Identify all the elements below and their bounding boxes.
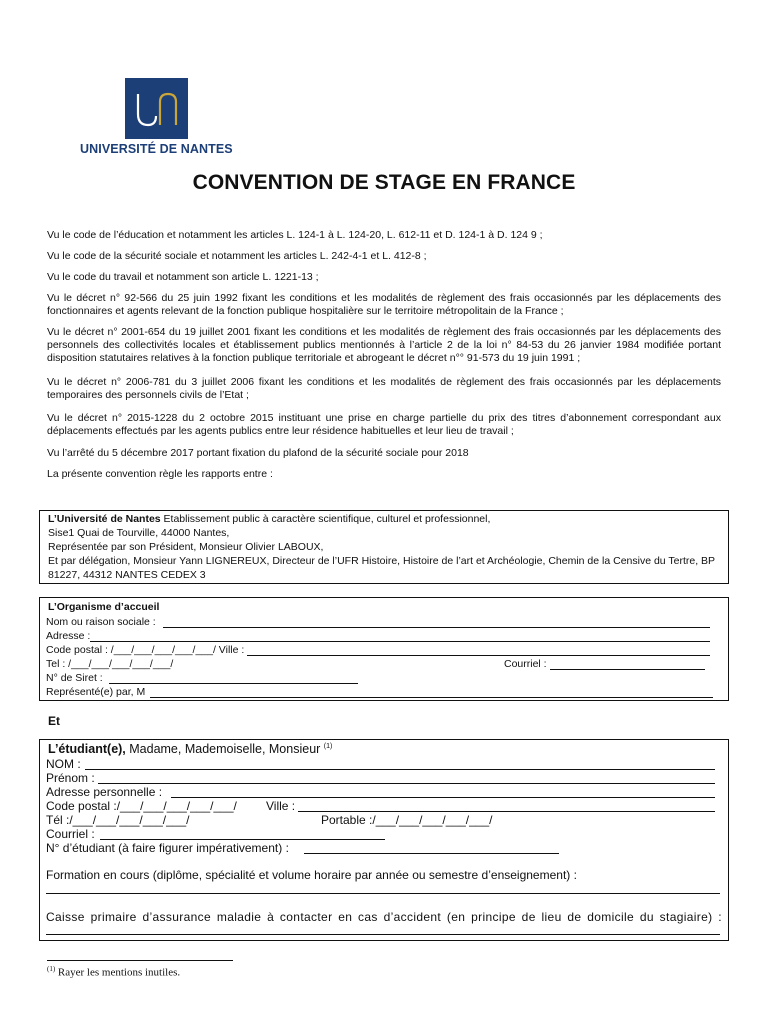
etudiant-ville-label: Ville : [266,799,296,813]
organisme-rep-label: Représenté(e) par, M [46,686,146,698]
footnote-text: Rayer les mentions inutiles. [55,966,181,979]
organisme-section [39,597,729,701]
universite-line [48,513,490,525]
logo-emblem [125,78,188,139]
organisme-courriel-field[interactable] [550,669,705,670]
etudiant-tel-label: Tél :/___/___/___/___/___/ [46,813,190,827]
universite-representative: Représentée par son Président, Monsieur Olivier LABOUX, [48,541,324,553]
etudiant-courriel-label: Courriel : [46,827,95,841]
organisme-heading: L’Organisme d’accueil [48,601,160,613]
organisme-code-postal-label: Code postal : /___/___/___/___/___/ Ville : [46,644,245,656]
organisme-adresse-field[interactable] [90,641,710,642]
etudiant-prenom-label: Prénom : [46,771,95,785]
footnote-ref: (1) [323,742,333,750]
vu-paragraph: Vu le décret n° 2015-1228 du 2 octobre 2015 instituant une prise en charge partielle du prix des titres d’abonnement correspondant aux déplacements effectués par les agents publics entre leur résidence habituelles et leur lieu de travail ; [47,412,721,437]
logo-un-mark [125,78,188,139]
organisme-siret-field[interactable] [109,683,358,684]
vu-paragraph: Vu le code de la sécurité sociale et notamment les articles L. 242-4-1 et L. 412-8 ; [47,250,427,262]
universite-delegation: Et par délégation, Monsieur Yann LIGNEREUX, Directeur de l’UFR Histoire, Histoire de l’art et Archéologie, Chemin de la Censive du Tertre, BP [48,555,716,567]
etudiant-nom-label: NOM : [46,757,81,771]
etudiant-formation-label: Formation en cours (diplôme, spécialité et volume horaire par année ou semestre d’enseignement) : [46,868,577,882]
etudiant-courriel-field[interactable] [100,839,385,840]
etudiant-prenom-field[interactable] [98,783,715,784]
organisme-adresse-label: Adresse : [46,630,91,642]
logo-text: UNIVERSITÉ DE NANTES [80,142,233,156]
organisme-tel-label: Tel : /___/___/___/___/___/ [46,658,174,670]
universite-section [39,510,729,584]
etudiant-caisse-label: Caisse primaire d’assurance maladie à contacter en cas d’accident (en principe de lieu de domicile du stagiaire) : [46,910,722,924]
organisme-rep-field[interactable] [150,697,713,698]
universite-heading: L’Université de Nantes [48,513,161,525]
footnote-mark: (1) [47,965,56,973]
et-label: Et [48,714,60,728]
etudiant-numero-field[interactable] [304,853,559,854]
etudiant-heading-line [48,742,332,756]
etudiant-heading: L’étudiant(e), [48,742,126,756]
etudiant-section [39,739,729,941]
etudiant-portable-label: Portable :/___/___/___/___/___/ [321,813,493,827]
vu-paragraph: Vu l’arrêté du 5 décembre 2017 portant fixation du plafond de la sécurité sociale pour 2018 [47,447,469,459]
vu-paragraph: Vu le code de l’éducation et notamment les articles L. 124-1 à L. 124-20, L. 612-11 et D. 124-1 à D. 124 9 ; [47,229,543,241]
organisme-courriel-label: Courriel : [504,658,547,670]
etudiant-ville-field[interactable] [298,811,715,812]
etudiant-formation-field[interactable] [46,893,720,894]
organisme-siret-label: N° de Siret : [46,672,103,684]
etudiant-civilite: Madame, Mademoiselle, Monsieur [125,742,324,756]
document-title: CONVENTION DE STAGE EN FRANCE [192,171,576,194]
vu-paragraph: Vu le décret n° 92-566 du 25 juin 1992 fixant les conditions et les modalités de règlement des frais occasionnés par les déplacements des fonctionnaires et agents relevant de la fonction publique hospitalière sur le territoire métropolitain de la France ; [47,292,721,317]
universite-desc: Etablissement public à caractère scientifique, culturel et professionnel, [160,513,491,525]
organisme-nom-label: Nom ou raison sociale : [46,616,156,628]
footnote-divider [47,960,233,961]
vu-paragraph: Vu le décret n° 2006-781 du 3 juillet 2006 fixant les conditions et les modalités de règlement des frais occasionnés par les déplacements temporaires des personnels civils de l’Etat ; [47,376,721,401]
etudiant-adresse-field[interactable] [171,797,715,798]
organisme-nom-field[interactable] [163,627,710,628]
etudiant-caisse-field[interactable] [46,934,720,935]
universite-delegation-cont: 81227, 44312 NANTES CEDEX 3 [48,569,206,581]
organisme-ville-field[interactable] [247,655,710,656]
vu-paragraph: Vu le décret n° 2001-654 du 19 juillet 2001 fixant les conditions et les modalités de règlement des frais occasionnés par les déplacements des personnels des collectivités locales et établissement publics mentionnés à l’article 2 de la loi n° 84-53 du 26 janvier 1984 modifiée portant disposition statutaires relatives à la fonction publique territoriale et abrogeant le décret n°° 91-573 du 19 juin 1991 ; [47,326,721,364]
etudiant-numero-label: N° d’étudiant (à faire figurer impérativement) : [46,841,289,855]
vu-paragraph: Vu le code du travail et notamment son article L. 1221-13 ; [47,271,319,283]
etudiant-code-postal-label: Code postal :/___/___/___/___/___/ [46,799,237,813]
etudiant-nom-field[interactable] [85,769,715,770]
vu-paragraph: La présente convention règle les rapports entre : [47,468,273,480]
footnote [47,965,180,979]
etudiant-adresse-label: Adresse personnelle : [46,785,163,799]
universite-address: Sise1 Quai de Tourville, 44000 Nantes, [48,527,230,539]
